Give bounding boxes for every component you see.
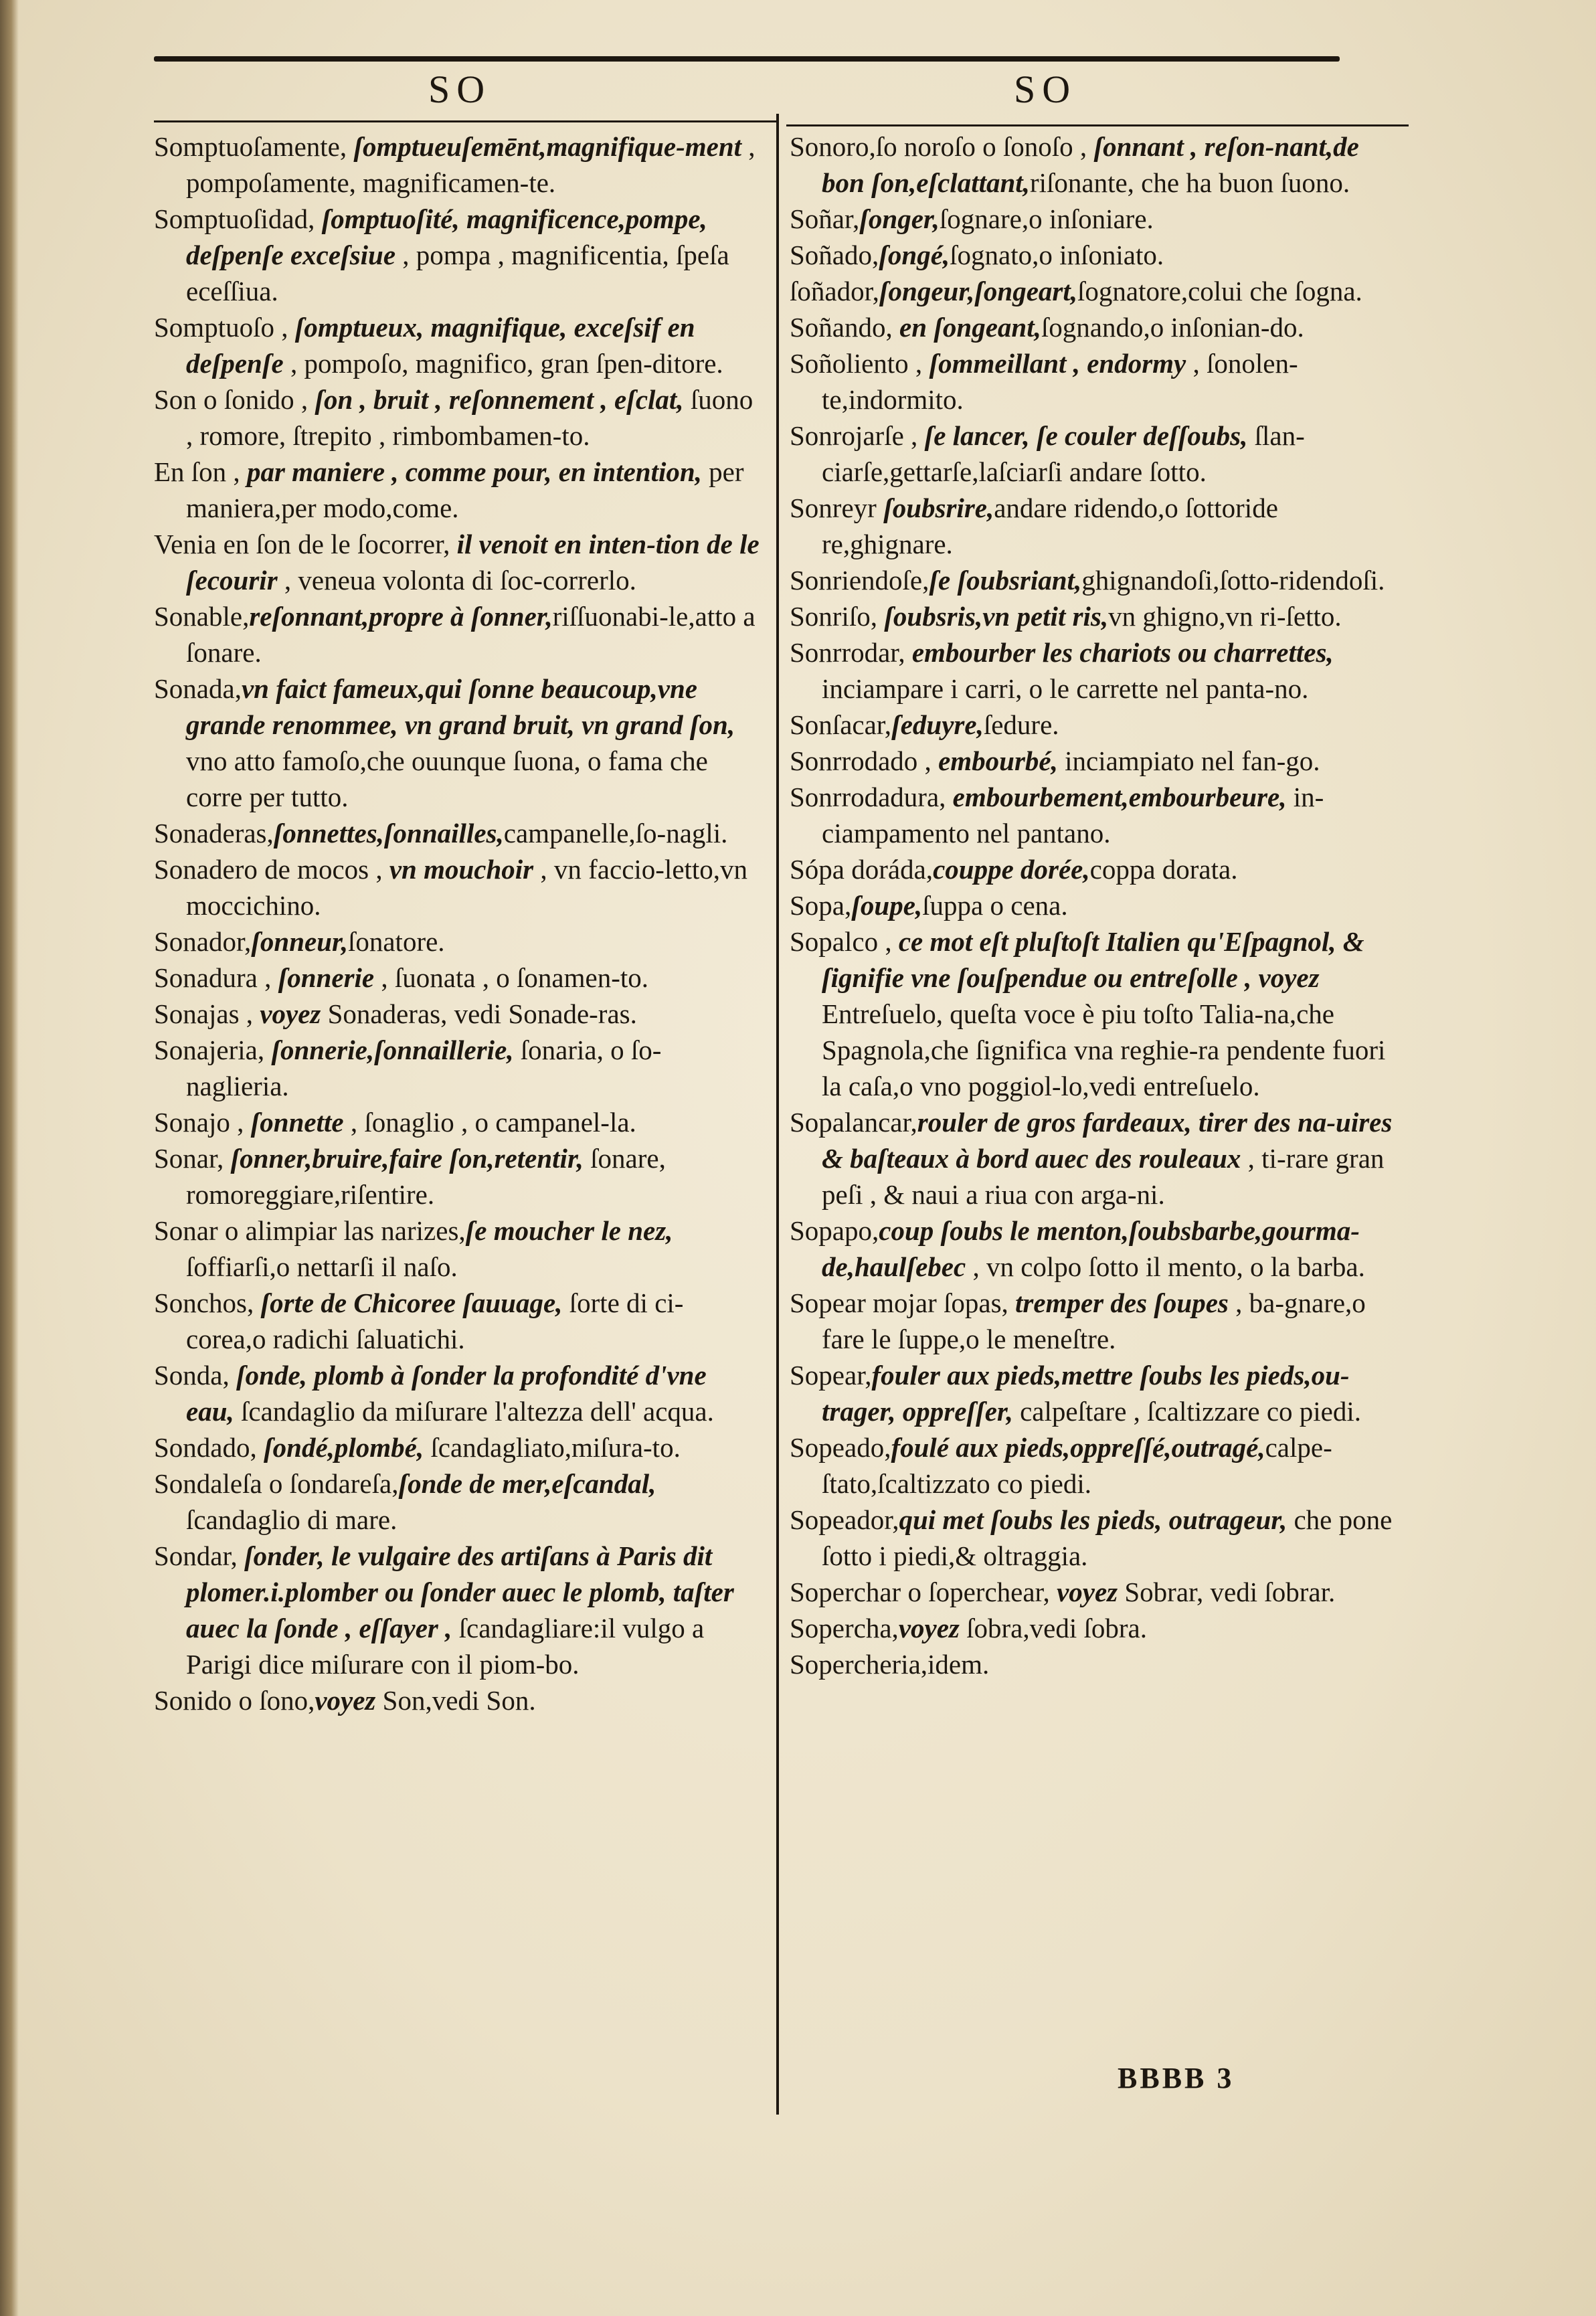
- entry-text: Sonar o alimpiar las narizes,: [154, 1215, 466, 1246]
- entry-text: En ſon ,: [154, 456, 247, 487]
- entry-text: Sonable,: [154, 601, 250, 632]
- french-gloss: en ſongeant,: [899, 312, 1041, 343]
- entry-text: ſorte di ci-corea,o radichi ſaluatichi.: [186, 1287, 684, 1354]
- dictionary-entry: [790, 309, 1399, 345]
- entry-text: Sopapo,: [790, 1215, 879, 1246]
- french-gloss: ſonnettes,ſonnailles,: [273, 818, 504, 849]
- entry-text: per maniera,per modo,come.: [186, 456, 744, 523]
- entry-text: Sonar,: [154, 1143, 231, 1174]
- dictionary-entry: [790, 562, 1399, 598]
- french-gloss: ſonneur,: [251, 926, 348, 957]
- french-gloss: ſoubsrire,: [883, 493, 994, 523]
- entry-text: Sonrrodar,: [790, 637, 912, 668]
- french-gloss: il venoit en inten-tion de le ſecourir: [186, 529, 760, 596]
- french-gloss: embourbement,embourbeure,: [952, 782, 1287, 812]
- dictionary-entry: [790, 237, 1399, 273]
- dictionary-entry: [154, 815, 760, 851]
- entry-text: Sonajas ,: [154, 998, 260, 1029]
- dictionary-entry: [790, 1285, 1399, 1357]
- entry-text: ſuono , romore, ſtrepito , rimbombamen-to.: [186, 384, 753, 451]
- french-gloss: ſe lancer, ſe couler deſſoubs,: [924, 420, 1248, 451]
- french-gloss: rouler de gros fardeaux, tirer des na-uires & baſteaux à bord auec des rouleaux: [822, 1107, 1393, 1174]
- french-gloss: embourber les chariots ou charrettes,: [911, 637, 1334, 668]
- dictionary-entry: [154, 309, 760, 381]
- entry-text: , ſuonata , o ſonamen-to.: [374, 962, 649, 993]
- entry-text: Sonrrodado ,: [790, 745, 939, 776]
- entry-text: , ti-rare gran peſi , & naui a riua con arga-ni.: [822, 1143, 1385, 1210]
- entry-text: Sonrojarſe ,: [790, 420, 925, 451]
- entry-text: Sonriendoſe,: [790, 565, 929, 596]
- dictionary-entry: [154, 1465, 760, 1538]
- page-gutter-shadow: [0, 0, 19, 2316]
- french-gloss: ſomptuoſité, magnificence,pompe, deſpenſe exceſsiue: [186, 203, 707, 270]
- french-gloss: ſonnant , reſon-nant,de bon ſon,eſclattant,: [822, 131, 1359, 198]
- entry-text: ſcandaglio di mare.: [186, 1504, 397, 1535]
- entry-text: Sopalancar,: [790, 1107, 917, 1138]
- french-gloss: ſoubsris,vn petit ris,: [884, 601, 1109, 632]
- entry-text: ſognatore,colui che ſogna.: [1077, 276, 1362, 306]
- dictionary-entry: [154, 526, 760, 598]
- entry-text: Sonreyr: [790, 493, 884, 523]
- entry-text: inciampiato nel fan-go.: [1057, 745, 1320, 776]
- french-gloss: voyez: [315, 1685, 376, 1716]
- entry-text: ſcandagliato,miſura-to.: [424, 1432, 681, 1463]
- entry-text: , ſonaglio , o campanel-la.: [343, 1107, 636, 1138]
- dictionary-entry: [154, 1429, 760, 1465]
- entry-text: Sonajeria,: [154, 1035, 272, 1065]
- french-gloss: ce mot eſt pluſtoſt Italien qu'Eſpagnol, & ſignifie vne ſouſpendue ou entreſolle , voyez: [822, 926, 1364, 993]
- entry-text: ſobra,vedi ſobra.: [959, 1613, 1147, 1643]
- entry-text: ſognando,o inſonian-do.: [1041, 312, 1304, 343]
- french-gloss: ſonner,bruire,faire ſon,retentir,: [230, 1143, 584, 1174]
- french-gloss: voyez: [898, 1613, 960, 1643]
- entry-text: Son o ſonido ,: [154, 384, 315, 415]
- entry-text: Sonada,: [154, 673, 242, 704]
- entry-text: , ba-gnare,o fare le ſuppe,o le meneſtre.: [822, 1287, 1366, 1354]
- entry-text: ſlan-ciarſe,gettarſe,laſciarſi andare ſotto.: [822, 420, 1305, 487]
- french-gloss: par maniere , comme pour, en intention,: [246, 456, 702, 487]
- french-gloss: ſorte de Chicoree ſauuage,: [260, 1287, 563, 1318]
- entry-text: coppa dorata.: [1089, 854, 1238, 885]
- right-column-rule: [786, 124, 1409, 126]
- dictionary-entry: [790, 1610, 1399, 1646]
- entry-text: , ſonolen-te,indormito.: [822, 348, 1298, 415]
- entry-text: , pompa , magnificentia, ſpeſa eceſſiua.: [186, 240, 729, 306]
- french-gloss: vn mouchoir: [389, 854, 534, 885]
- entry-text: ſcandagliare:il vulgo a Parigi dice miſurare con il piom-bo.: [186, 1613, 705, 1680]
- entry-text: Sopear,: [790, 1360, 872, 1391]
- french-gloss: foulé aux pieds,oppreſſé,outragé,: [891, 1432, 1265, 1463]
- entry-text: Sopa,: [790, 890, 852, 921]
- dictionary-entry: [790, 743, 1399, 779]
- dictionary-entry: [790, 1574, 1399, 1610]
- dictionary-entry: [790, 418, 1399, 490]
- dictionary-entry: [790, 779, 1399, 851]
- catchword: BBBB 3: [1118, 2062, 1235, 2095]
- french-gloss: vn faict fameux,qui ſonne beaucoup,vne grande renommee, vn grand bruit, vn grand ſon,: [186, 673, 735, 740]
- entry-text: ſedure.: [983, 709, 1059, 740]
- running-head-right: SO: [1014, 68, 1077, 111]
- entry-text: Sondado,: [154, 1432, 264, 1463]
- entry-text: Sonador,: [154, 926, 252, 957]
- french-gloss: ſommeillant , endormy: [929, 348, 1186, 379]
- entry-text: ſonatore.: [347, 926, 445, 957]
- french-gloss: tremper des ſoupes: [1015, 1287, 1229, 1318]
- french-gloss: ſonnette: [250, 1107, 344, 1138]
- entry-text: ſonaria, o ſo-naglieria.: [186, 1035, 662, 1101]
- entry-text: ſognare,o inſoniare.: [939, 203, 1154, 234]
- french-gloss: ſonder, le vulgaire des artiſans à Paris dit plomer.i.plomber ou ſonder auec le plomb, taſter auec la ſonde , eſſayer ,: [186, 1540, 734, 1643]
- french-gloss: coup ſoubs le menton,ſoubsbarbe,gourma-de,haulſebec: [822, 1215, 1360, 1282]
- dictionary-entry: [154, 1538, 760, 1682]
- entry-text: ghignandoſi,ſotto-ridendoſi.: [1081, 565, 1385, 596]
- column-divider: [776, 114, 779, 2115]
- entry-text: ſognato,o inſoniato.: [950, 240, 1164, 270]
- dictionary-entry: [154, 201, 760, 309]
- dictionary-entry: [790, 707, 1399, 743]
- entry-text: ſoffiarſi,o nettarſi il naſo.: [186, 1251, 458, 1282]
- entry-text: Sonſacar,: [790, 709, 892, 740]
- entry-text: campanelle,ſo-nagli.: [503, 818, 728, 849]
- entry-text: ſonare, romoreggiare,riſentire.: [186, 1143, 666, 1210]
- french-gloss: ſon , bruit , reſonnement , eſclat,: [315, 384, 684, 415]
- entry-text: ſuppa o cena.: [922, 890, 1068, 921]
- french-gloss: ſomptueux, magnifique, exceſsif en deſpenſe: [186, 312, 695, 379]
- dictionary-entry: [154, 851, 760, 923]
- entry-text: andare ridendo,o ſottoride re,ghignare.: [822, 493, 1278, 559]
- dictionary-entry: [790, 1357, 1399, 1429]
- entry-text: Son,vedi Son.: [375, 1685, 536, 1716]
- french-gloss: ſonde, plomb à ſonder la profondité d'vne eau,: [186, 1360, 707, 1427]
- entry-text: , veneua volonta di ſoc-correrlo.: [277, 565, 636, 596]
- dictionary-entry: [154, 1140, 760, 1213]
- french-gloss: reſonnant,propre à ſonner,: [249, 601, 553, 632]
- entry-text: Soñando,: [790, 312, 899, 343]
- dictionary-entry: [790, 490, 1399, 562]
- dictionary-entry: [790, 851, 1399, 887]
- dictionary-entry: [154, 381, 760, 454]
- dictionary-entry: [790, 598, 1399, 634]
- entry-text: , pompoſamente, magnificamen-te.: [186, 131, 756, 198]
- dictionary-entry: [154, 128, 760, 201]
- dictionary-entry: [790, 128, 1399, 201]
- entry-text: Somptuoſidad,: [154, 203, 322, 234]
- entry-text: Sonda,: [154, 1360, 236, 1391]
- dictionary-entry: [790, 1104, 1399, 1213]
- entry-text: Sonriſo,: [790, 601, 885, 632]
- entry-text: Soñar,: [790, 203, 860, 234]
- french-gloss: ſonnerie,ſonnaillerie,: [271, 1035, 514, 1065]
- right-column: [790, 128, 1399, 1682]
- french-gloss: ſeduyre,: [891, 709, 984, 740]
- entry-text: Sópa doráda,: [790, 854, 934, 885]
- entry-text: che pone ſotto i piedi,& oltraggia.: [822, 1504, 1393, 1571]
- dictionary-entry: [154, 598, 760, 671]
- dictionary-entry: [154, 1104, 760, 1140]
- french-gloss: embourbé,: [938, 745, 1058, 776]
- french-gloss: ſe moucher le nez,: [465, 1215, 673, 1246]
- french-gloss: ſoupe,: [851, 890, 923, 921]
- entry-text: vno atto famoſo,che ouunque ſuona, o fama che corre per tutto.: [186, 745, 708, 812]
- entry-text: Soñado,: [790, 240, 879, 270]
- french-gloss: ſonde de mer,eſcandal,: [398, 1468, 656, 1499]
- french-gloss: ſomptueuſemēnt,magnifique-ment: [353, 131, 742, 162]
- french-gloss: voyez: [1057, 1577, 1118, 1607]
- header-rule: [154, 56, 1340, 62]
- dictionary-entry: [790, 1429, 1399, 1502]
- entry-text: Sonadura ,: [154, 962, 278, 993]
- dictionary-entry: [790, 273, 1399, 309]
- entry-text: calpeſtare , ſcaltizzare co piedi.: [1012, 1396, 1361, 1427]
- dictionary-entry: [790, 201, 1399, 237]
- entry-text: riſſuonabi-le,atto a ſonare.: [186, 601, 756, 668]
- entry-text: Sonchos,: [154, 1287, 261, 1318]
- entry-text: Sopeador,: [790, 1504, 899, 1535]
- dictionary-entry: [154, 1213, 760, 1285]
- entry-text: Sopercha,: [790, 1613, 899, 1643]
- entry-text: Entreſuelo, queſta voce è piu toſto Talia-na,che Spagnola,che ſignifica vna reghie-ra pendente fuori la caſa,o vno poggiol-lo,vedi entreſuelo.: [822, 998, 1386, 1101]
- running-head-left: SO: [428, 68, 492, 111]
- dictionary-entry: [154, 1285, 760, 1357]
- entry-text: , pompoſo, magnifico, gran ſpen-ditore.: [283, 348, 723, 379]
- entry-text: Sonrrodadura,: [790, 782, 953, 812]
- entry-text: calpe-ſtato,ſcaltizzato co piedi.: [822, 1432, 1332, 1499]
- entry-text: Sonido o ſono,: [154, 1685, 315, 1716]
- dictionary-entry: [154, 923, 760, 960]
- dictionary-entry: [154, 671, 760, 815]
- entry-text: Soñoliento ,: [790, 348, 929, 379]
- dictionary-entry: [790, 1502, 1399, 1574]
- entry-text: vn ghigno,vn ri-ſetto.: [1108, 601, 1342, 632]
- dictionary-entry: [154, 1682, 760, 1718]
- entry-text: Sondar,: [154, 1540, 245, 1571]
- entry-text: ſoñador,: [790, 276, 879, 306]
- entry-text: Sonaderas,: [154, 818, 274, 849]
- dictionary-entry: [790, 1646, 1399, 1682]
- entry-text: Sondaleſa o ſondareſa,: [154, 1468, 399, 1499]
- dictionary-entry: [790, 345, 1399, 418]
- entry-text: Somptuoſo ,: [154, 312, 295, 343]
- french-gloss: ſonnerie: [278, 962, 375, 993]
- entry-text: Sonajo ,: [154, 1107, 251, 1138]
- dictionary-entry: [154, 1357, 760, 1429]
- dictionary-entry: [790, 887, 1399, 923]
- dictionary-entry: [790, 634, 1399, 707]
- entry-text: inciampare i carri, o le carrette nel panta-no.: [822, 673, 1309, 704]
- french-gloss: ſongeur,ſongeart,: [879, 276, 1078, 306]
- entry-text: Soperchar o ſoperchear,: [790, 1577, 1057, 1607]
- left-column: [154, 128, 760, 1718]
- french-gloss: couppe dorée,: [933, 854, 1090, 885]
- dictionary-entry: [154, 960, 760, 996]
- french-gloss: ſondé,plombé,: [264, 1432, 424, 1463]
- entry-text: Venia en ſon de le ſocorrer,: [154, 529, 457, 559]
- french-gloss: ſongé,: [879, 240, 950, 270]
- dictionary-entry: [790, 1213, 1399, 1285]
- entry-text: Sopalco ,: [790, 926, 899, 957]
- french-gloss: ſe ſoubsriant,: [929, 565, 1082, 596]
- entry-text: Sonoro,ſo noroſo o ſonoſo ,: [790, 131, 1094, 162]
- dictionary-entry: [790, 923, 1399, 1104]
- dictionary-entry: [154, 454, 760, 526]
- french-gloss: qui met ſoubs les pieds, outrageur,: [899, 1504, 1288, 1535]
- entry-text: , vn colpo ſotto il mento, o la barba.: [966, 1251, 1365, 1282]
- french-gloss: ſonger,: [859, 203, 940, 234]
- entry-text: in-ciampamento nel pantano.: [822, 782, 1324, 849]
- entry-text: Sopeado,: [790, 1432, 891, 1463]
- entry-text: ſcandaglio da miſurare l'altezza dell' acqua.: [234, 1396, 714, 1427]
- entry-text: Sopercheria,idem.: [790, 1649, 990, 1680]
- french-gloss: voyez: [260, 998, 321, 1029]
- entry-text: Sopear mojar ſopas,: [790, 1287, 1016, 1318]
- left-column-rule: [154, 120, 776, 122]
- french-gloss: fouler aux pieds,mettre ſoubs les pieds,ou-trager, oppreſſer,: [822, 1360, 1350, 1427]
- entry-text: Sobrar, vedi ſobrar.: [1118, 1577, 1336, 1607]
- entry-text: Somptuoſamente,: [154, 131, 354, 162]
- entry-text: , vn faccio-letto,vn moccichino.: [186, 854, 748, 921]
- dictionary-entry: [154, 1032, 760, 1104]
- entry-text: riſonante, che ha buon ſuono.: [1029, 167, 1350, 198]
- dictionary-entry: [154, 996, 760, 1032]
- entry-text: Sonadero de mocos ,: [154, 854, 389, 885]
- entry-text: Sonaderas, vedi Sonade-ras.: [321, 998, 637, 1029]
